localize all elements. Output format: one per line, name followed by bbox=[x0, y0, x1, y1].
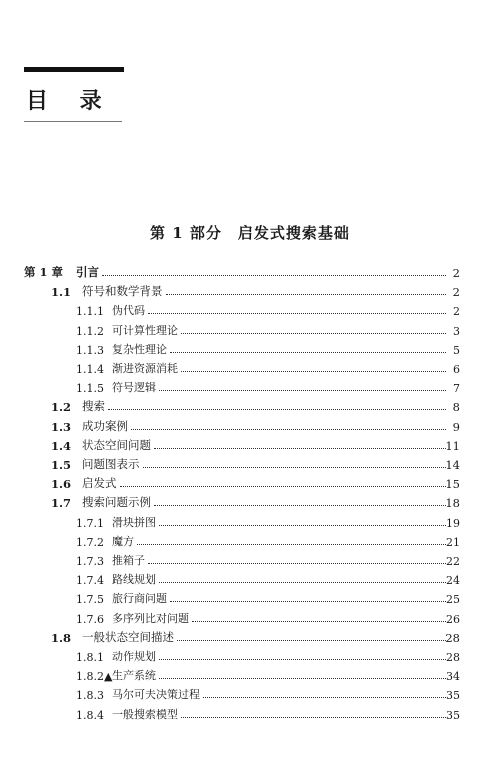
toc-entry-title: 可计算性理论 bbox=[112, 323, 178, 337]
toc-entry bbox=[0, 684, 500, 702]
dot-leader bbox=[181, 717, 446, 718]
page-title: 目 录 bbox=[26, 88, 114, 114]
toc-entry bbox=[0, 512, 500, 530]
dot-leader bbox=[159, 659, 446, 660]
toc-entry-title: 推箱子 bbox=[112, 554, 145, 567]
toc-entry bbox=[0, 396, 500, 414]
toc-entry bbox=[0, 358, 500, 376]
toc-entry bbox=[0, 550, 500, 568]
toc-entry-title: 一般状态空间描述 bbox=[82, 629, 174, 644]
toc-entry-page: 7 bbox=[453, 382, 460, 396]
toc-entry-number: 1.7.2 bbox=[76, 535, 104, 549]
dot-leader bbox=[120, 486, 447, 487]
toc-entry-page: 8 bbox=[452, 400, 460, 415]
toc-entry-number: 1.1.4 bbox=[76, 363, 104, 376]
toc-entry bbox=[0, 531, 500, 549]
toc-entry-number: 1.7.3 bbox=[76, 555, 104, 568]
dot-leader bbox=[154, 505, 446, 506]
toc-entry-page: 25 bbox=[446, 593, 460, 607]
toc-entry-page: 15 bbox=[445, 477, 460, 492]
toc-entry bbox=[0, 416, 500, 434]
toc-entry-page: 2 bbox=[452, 266, 460, 280]
dot-leader bbox=[159, 390, 446, 391]
toc-entry-title: 符号逻辑 bbox=[112, 381, 156, 395]
toc-entry bbox=[0, 627, 500, 645]
toc-entry-title: 搜索问题示例 bbox=[82, 495, 151, 510]
toc-entry-page: 6 bbox=[453, 363, 460, 376]
dot-leader bbox=[159, 582, 446, 583]
dot-leader bbox=[154, 448, 446, 449]
toc-entry-page: 19 bbox=[446, 516, 460, 530]
toc-entry-page: 22 bbox=[446, 555, 460, 568]
toc-entry-number: 1.4 bbox=[51, 438, 72, 453]
toc-entry-number: 1.1.5 bbox=[76, 382, 104, 396]
toc-entry-page: 28 bbox=[446, 651, 460, 664]
toc-entry-number: 1.1.3 bbox=[76, 343, 104, 357]
dot-leader bbox=[203, 697, 446, 698]
toc-entry bbox=[0, 435, 500, 453]
toc-entry bbox=[0, 473, 500, 491]
dot-leader bbox=[170, 601, 446, 602]
toc-entry-title: 渐进资源消耗 bbox=[112, 362, 178, 375]
toc-entry-title: 多序列比对问题 bbox=[112, 611, 189, 625]
toc-entry-title: 滑块拼图 bbox=[112, 515, 156, 529]
toc-entry-number: 1.7 bbox=[51, 496, 72, 511]
dot-leader bbox=[181, 333, 446, 334]
dot-leader bbox=[177, 640, 446, 641]
toc-entry-number: 1.7.6 bbox=[76, 612, 104, 626]
toc-entry-number: 1.8.3 bbox=[76, 689, 104, 703]
toc-entry-title: 成功案例 bbox=[82, 418, 128, 433]
toc-entry-title: 生产系统 bbox=[112, 669, 156, 683]
dot-leader bbox=[192, 621, 446, 622]
toc-entry-title: 复杂性理论 bbox=[112, 342, 167, 356]
toc-entry bbox=[0, 377, 500, 395]
toc-entry-title: 马尔可夫决策过程 bbox=[112, 688, 200, 702]
dot-leader bbox=[170, 352, 446, 353]
dot-leader bbox=[108, 409, 446, 410]
toc-entry-number: 1.1.1 bbox=[76, 305, 104, 319]
toc-entry-page: 18 bbox=[445, 496, 460, 511]
toc-entry-title: 伪代码 bbox=[112, 304, 145, 318]
toc-entry-number: 1.7.4 bbox=[76, 574, 104, 588]
toc-entry-page: 14 bbox=[445, 458, 460, 472]
toc-entry-title: 状态空间问题 bbox=[82, 437, 151, 452]
dot-leader bbox=[102, 275, 446, 276]
toc-entry-title: 一般搜索模型 bbox=[112, 707, 178, 721]
toc-entry bbox=[0, 339, 500, 357]
dot-leader bbox=[131, 429, 446, 430]
toc-entry bbox=[0, 569, 500, 587]
toc-entry-number: 1.7.1 bbox=[76, 516, 104, 530]
toc-entry bbox=[0, 454, 500, 472]
dot-leader bbox=[148, 313, 446, 314]
toc-entry bbox=[0, 665, 500, 683]
toc-entry-number: 1.8.4 bbox=[76, 708, 104, 722]
toc-entry bbox=[0, 646, 500, 664]
toc-entry-page: 9 bbox=[452, 419, 460, 434]
toc-entry-page: 5 bbox=[453, 343, 460, 357]
toc-entry-number: 1.5 bbox=[51, 458, 72, 472]
toc-entry-number: 1.6 bbox=[51, 477, 72, 492]
toc-entry-number: 1.8.2▲ bbox=[76, 670, 113, 684]
toc-entry-title: 启发式 bbox=[82, 476, 117, 491]
toc-entry-page: 2 bbox=[453, 305, 460, 319]
toc-entry bbox=[0, 608, 500, 626]
toc-entry-number: 1.8.1 bbox=[76, 651, 104, 664]
toc-entry-page: 11 bbox=[445, 438, 460, 453]
toc-entry bbox=[0, 300, 500, 318]
toc-entry bbox=[0, 492, 500, 510]
toc-entry-number: 1.1 bbox=[51, 285, 72, 300]
dot-leader bbox=[137, 544, 446, 545]
toc-entry-page: 35 bbox=[446, 708, 460, 722]
toc-entry-page: 35 bbox=[446, 689, 460, 703]
dot-leader bbox=[159, 678, 446, 679]
toc-entry-page: 21 bbox=[446, 535, 460, 549]
toc-entry-title: 动作规划 bbox=[112, 650, 156, 663]
toc-entry-title: 问题图表示 bbox=[82, 457, 140, 471]
title-underline bbox=[24, 121, 122, 122]
toc-entry-page: 34 bbox=[446, 670, 460, 684]
toc-entry-number: 1.8 bbox=[51, 630, 72, 645]
toc-entry-page: 2 bbox=[452, 285, 460, 300]
toc-entry-page: 24 bbox=[446, 574, 460, 588]
toc-entry-title: 旅行商问题 bbox=[112, 592, 167, 606]
dot-leader bbox=[148, 563, 446, 564]
toc-entry-page: 26 bbox=[446, 612, 460, 626]
toc-entry bbox=[0, 320, 500, 338]
toc-entry-page: 3 bbox=[453, 324, 460, 338]
toc-entry-number: 1.3 bbox=[51, 419, 72, 434]
dot-leader bbox=[181, 371, 446, 372]
toc-entry bbox=[0, 262, 500, 280]
dot-leader bbox=[159, 525, 446, 526]
toc-entry-title: 符号和数学背景 bbox=[82, 284, 163, 299]
toc-entry-title: 魔方 bbox=[112, 534, 134, 548]
toc-entry bbox=[0, 281, 500, 299]
toc-entry-number: 1.2 bbox=[51, 400, 72, 415]
toc-entry-number: 1.7.5 bbox=[76, 593, 104, 607]
toc-entry bbox=[0, 704, 500, 722]
toc-entry-number: 1.1.2 bbox=[76, 324, 104, 338]
toc-entry-title: 路线规划 bbox=[112, 573, 156, 587]
dot-leader bbox=[143, 467, 447, 468]
toc-entry-title: 引言 bbox=[76, 265, 99, 279]
toc-entry-number: 第 1 章 bbox=[24, 265, 64, 279]
top-decorative-rule bbox=[24, 67, 124, 72]
toc-entry-title: 搜索 bbox=[82, 399, 105, 414]
toc-entry bbox=[0, 588, 500, 606]
part-title: 第 1 部分 启发式搜索基础 bbox=[150, 224, 350, 242]
dot-leader bbox=[166, 294, 447, 295]
toc-entry-page: 28 bbox=[445, 630, 460, 645]
